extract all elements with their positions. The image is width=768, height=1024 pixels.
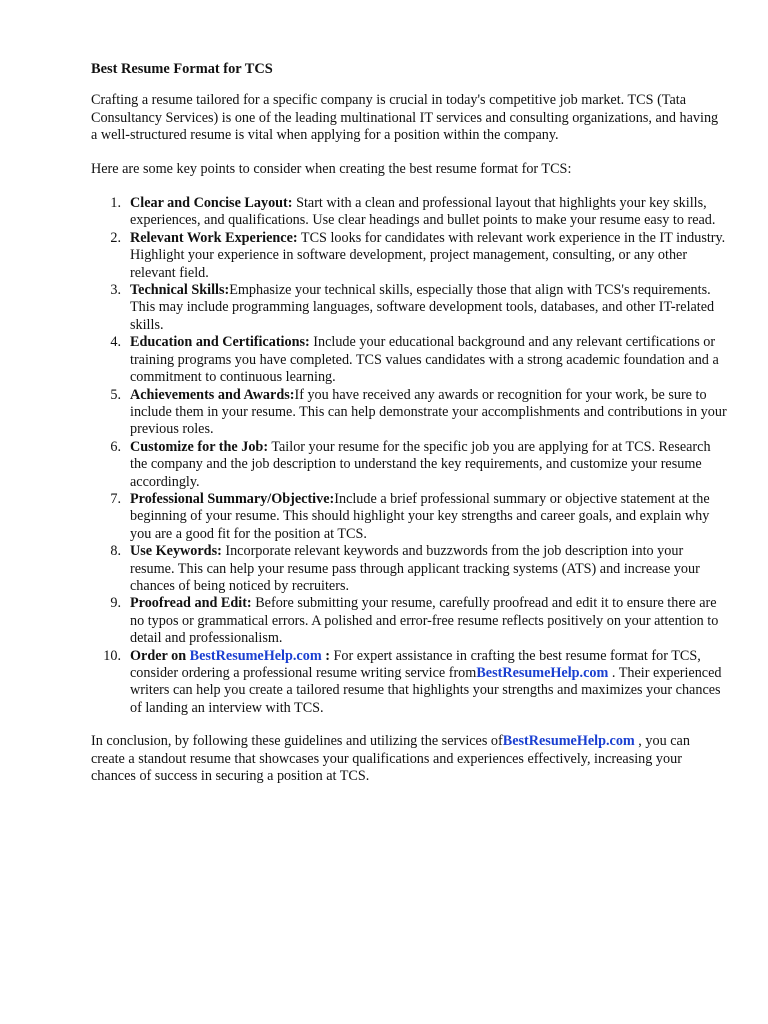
list-item bbox=[91, 543, 727, 595]
list-item bbox=[91, 195, 727, 230]
list-item-number: 10. bbox=[103, 647, 121, 664]
bestresumehelp-link[interactable]: BestResumeHelp.com bbox=[476, 665, 609, 681]
list-item-term: Order on bbox=[130, 647, 190, 664]
list-item bbox=[91, 387, 727, 439]
key-points-list bbox=[91, 195, 727, 717]
list-item bbox=[91, 439, 727, 491]
list-item bbox=[91, 648, 727, 718]
list-item-term: Education and Certifications: bbox=[130, 334, 310, 351]
list-item-number: 5. bbox=[110, 386, 121, 403]
list-item-number: 9. bbox=[110, 595, 121, 612]
bestresumehelp-link[interactable]: BestResumeHelp.com bbox=[502, 733, 635, 750]
list-lead-in: Here are some key points to consider when creating the best resume format for TCS: bbox=[91, 160, 572, 177]
list-item bbox=[91, 282, 727, 334]
list-item-text: Tailor your resume for the specific job you are applying for at TCS. Research the company and the job description to understand the key requirements, and customize your resume accordingly. bbox=[130, 438, 711, 490]
bestresumehelp-link[interactable]: BestResumeHelp.com bbox=[189, 647, 322, 664]
list-item-term: Professional Summary/Objective: bbox=[130, 490, 335, 507]
list-item-text: Incorporate relevant keywords and buzzwords from the job description into your resume. This can help your resume pass through applicant tracking systems (ATS) and increase your chances of being noticed by recruiters. bbox=[130, 543, 700, 594]
conclusion-text: , you can create a standout resume that showcases your qualifications and experiences effectively, increasing your chances of success in securing a position at TCS. bbox=[91, 733, 690, 785]
intro-paragraph: Crafting a resume tailored for a specific company is crucial in today's competitive job market. TCS (Tata Consultancy Services) is one of the leading multinational IT services and consulting organizations, and having a well-structured resume is vital when applying for a position within the company. bbox=[91, 92, 719, 144]
list-item-number: 3. bbox=[110, 282, 121, 299]
list-item bbox=[91, 230, 727, 282]
list-item-text: TCS looks for candidates with relevant work experience in the IT industry. Highlight your experience in software development, project management, consulting, or any other relevant field. bbox=[130, 229, 726, 281]
list-item-number: 8. bbox=[110, 543, 121, 560]
list-item-text: Emphasize your technical skills, especially those that align with TCS's requirements. This may include programming languages, software development tools, databases, and other IT-related skills. bbox=[130, 282, 715, 333]
conclusion-paragraph bbox=[91, 733, 727, 785]
list-item-text: Include your educational background and any relevant certifications or training programs you have completed. TCS values candidates with a strong academic foundation and a commitment to continuous learning. bbox=[130, 334, 719, 386]
list-item-text: Before submitting your resume, carefully proofread and edit it to ensure there are no typos or grammatical errors. A polished and error-free resume reflects positively on your attention to detail and professionalism. bbox=[130, 595, 719, 647]
list-item-text: . Their experienced writers can help you create a tailored resume that highlights your strengths and maximizes your chances of landing an interview with TCS. bbox=[130, 665, 722, 716]
list-item-number: 6. bbox=[110, 438, 121, 455]
list-item-term: Clear and Concise Layout: bbox=[130, 195, 293, 212]
list-item-text: Start with a clean and professional layout that highlights your key skills, experiences, and qualifications. Use clear headings and bullet points to make your resume easy to read. bbox=[130, 195, 716, 229]
list-item-term-suffix: : bbox=[321, 647, 330, 664]
list-item-text: Include a brief professional summary or objective statement at the beginning of your resume. This should highlight your key strengths and career goals, and explain why you are a good fit for the position at TCS. bbox=[130, 490, 710, 542]
list-item bbox=[91, 491, 727, 543]
document-body bbox=[91, 61, 727, 801]
list-item-term: Customize for the Job: bbox=[130, 438, 269, 455]
list-item-number: 7. bbox=[110, 490, 121, 507]
document-title: Best Resume Format for TCS bbox=[91, 61, 273, 77]
list-item bbox=[91, 595, 727, 647]
list-item-term: Relevant Work Experience: bbox=[130, 229, 298, 246]
list-item-term: Technical Skills: bbox=[130, 282, 230, 299]
list-item-term: Use Keywords: bbox=[130, 543, 222, 560]
list-item bbox=[91, 334, 727, 386]
list-item-term: Achievements and Awards: bbox=[130, 386, 295, 403]
list-item-number: 4. bbox=[110, 334, 121, 351]
list-item-term: Proofread and Edit: bbox=[130, 595, 252, 612]
list-item-text: For expert assistance in crafting the best resume format for TCS, consider ordering a professional resume writing service from bbox=[130, 647, 701, 681]
list-item-text: If you have received any awards or recognition for your work, be sure to include them in your resume. This can help demonstrate your accomplishments and contributions in your previous roles. bbox=[130, 386, 727, 438]
list-item-number: 1. bbox=[110, 195, 121, 212]
conclusion-text: In conclusion, by following these guidelines and utilizing the services of bbox=[91, 733, 503, 750]
list-item-number: 2. bbox=[110, 229, 121, 246]
